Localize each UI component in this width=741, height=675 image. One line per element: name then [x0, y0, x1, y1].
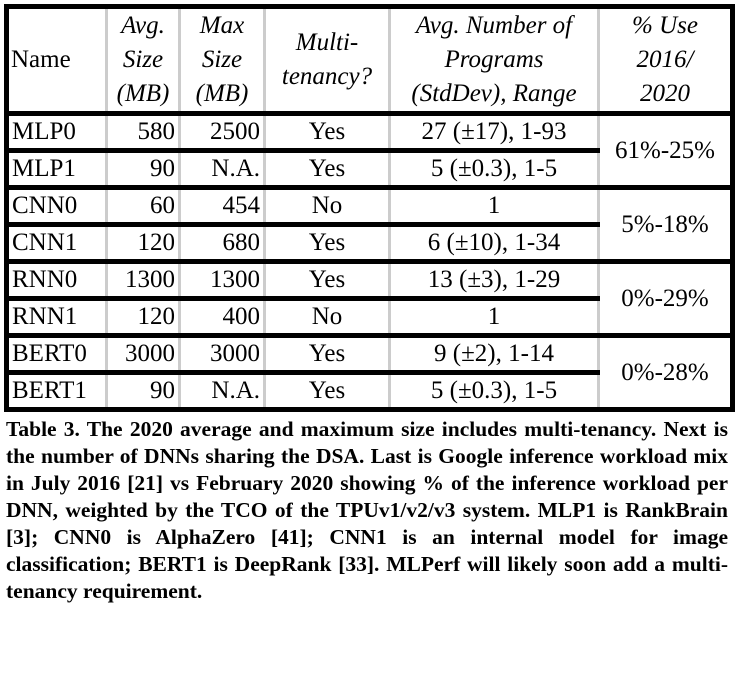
cell-name: RNN0 [7, 262, 107, 299]
cell-multi: Yes [265, 151, 390, 188]
header-row [7, 7, 733, 114]
cell-use: 0%-29% [599, 262, 733, 336]
header-multi-tenancy [265, 7, 390, 114]
header-line: % Use [632, 12, 698, 39]
header-programs [390, 7, 599, 114]
cell-name: RNN1 [7, 299, 107, 336]
table-caption: Table 3. The 2020 average and maximum size includes multi-tenancy. Next is the number of DNNs sharing the DSA. Last is Google inference workload mix in July 2016 [21] vs February 2020 showing % of the inference workload per DNN, weighted by the TCO of the TPUv1/v2/v3 system. MLP1 is RankBrain [3]; CNN0 is AlphaZero [41]; CNN1 is an internal model for image classification; BERT1 is DeepRank [33]. MLPerf will likely soon add a multi-tenancy requirement. [6, 417, 728, 603]
cell-multi: Yes [265, 262, 390, 299]
header-line: Avg. [121, 12, 165, 39]
header-line: (MB) [116, 80, 170, 107]
cell-max: N.A. [180, 151, 265, 188]
cell-avg: 60 [107, 188, 180, 225]
cell-avg: 580 [107, 114, 180, 151]
cell-avg: 3000 [107, 336, 180, 373]
header-line: Size [122, 46, 164, 73]
header-line: Size [201, 46, 243, 73]
cell-max: 680 [180, 225, 265, 262]
cell-avg: 90 [107, 151, 180, 188]
table-row [7, 262, 733, 299]
cell-max: 2500 [180, 114, 265, 151]
header-line: (StdDev), Range [411, 80, 577, 107]
cell-avg: 90 [107, 373, 180, 410]
cell-multi: Yes [265, 225, 390, 262]
cell-multi: Yes [265, 336, 390, 373]
cell-programs: 27 (±17), 1-93 [390, 114, 599, 151]
cell-avg: 1300 [107, 262, 180, 299]
table-row [7, 114, 733, 151]
header-line: Multi- [295, 29, 359, 56]
header-line: 2020 [640, 80, 690, 107]
cell-programs: 9 (±2), 1-14 [390, 336, 599, 373]
cell-name: BERT0 [7, 336, 107, 373]
header-line: Avg. Number of [415, 12, 573, 39]
cell-name: MLP0 [7, 114, 107, 151]
header-use [599, 7, 733, 114]
cell-programs: 5 (±0.3), 1-5 [390, 373, 599, 410]
header-line: 2016/ [636, 46, 694, 73]
cell-programs: 1 [390, 299, 599, 336]
header-avg-size [107, 7, 180, 114]
cell-avg: 120 [107, 299, 180, 336]
header-line: tenancy? [281, 63, 373, 90]
cell-max: 400 [180, 299, 265, 336]
cell-multi: Yes [265, 114, 390, 151]
cell-max: 454 [180, 188, 265, 225]
header-name: Name [7, 7, 107, 114]
cell-programs: 13 (±3), 1-29 [390, 262, 599, 299]
cell-max: 3000 [180, 336, 265, 373]
cell-programs: 6 (±10), 1-34 [390, 225, 599, 262]
cell-use: 0%-28% [599, 336, 733, 410]
cell-use: 61%-25% [599, 114, 733, 188]
header-line: (MB) [195, 80, 249, 107]
header-line: Max [199, 12, 245, 39]
cell-multi: No [265, 299, 390, 336]
cell-name: BERT1 [7, 373, 107, 410]
cell-max: N.A. [180, 373, 265, 410]
dnn-table [4, 4, 735, 412]
cell-programs: 5 (±0.3), 1-5 [390, 151, 599, 188]
table-row [7, 188, 733, 225]
cell-multi: Yes [265, 373, 390, 410]
cell-avg: 120 [107, 225, 180, 262]
cell-name: CNN1 [7, 225, 107, 262]
header-max-size [180, 7, 265, 114]
cell-name: CNN0 [7, 188, 107, 225]
table-row [7, 336, 733, 373]
table-body [7, 114, 733, 410]
cell-multi: No [265, 188, 390, 225]
cell-name: MLP1 [7, 151, 107, 188]
header-line: Programs [444, 46, 544, 73]
cell-use: 5%-18% [599, 188, 733, 262]
cell-programs: 1 [390, 188, 599, 225]
cell-max: 1300 [180, 262, 265, 299]
